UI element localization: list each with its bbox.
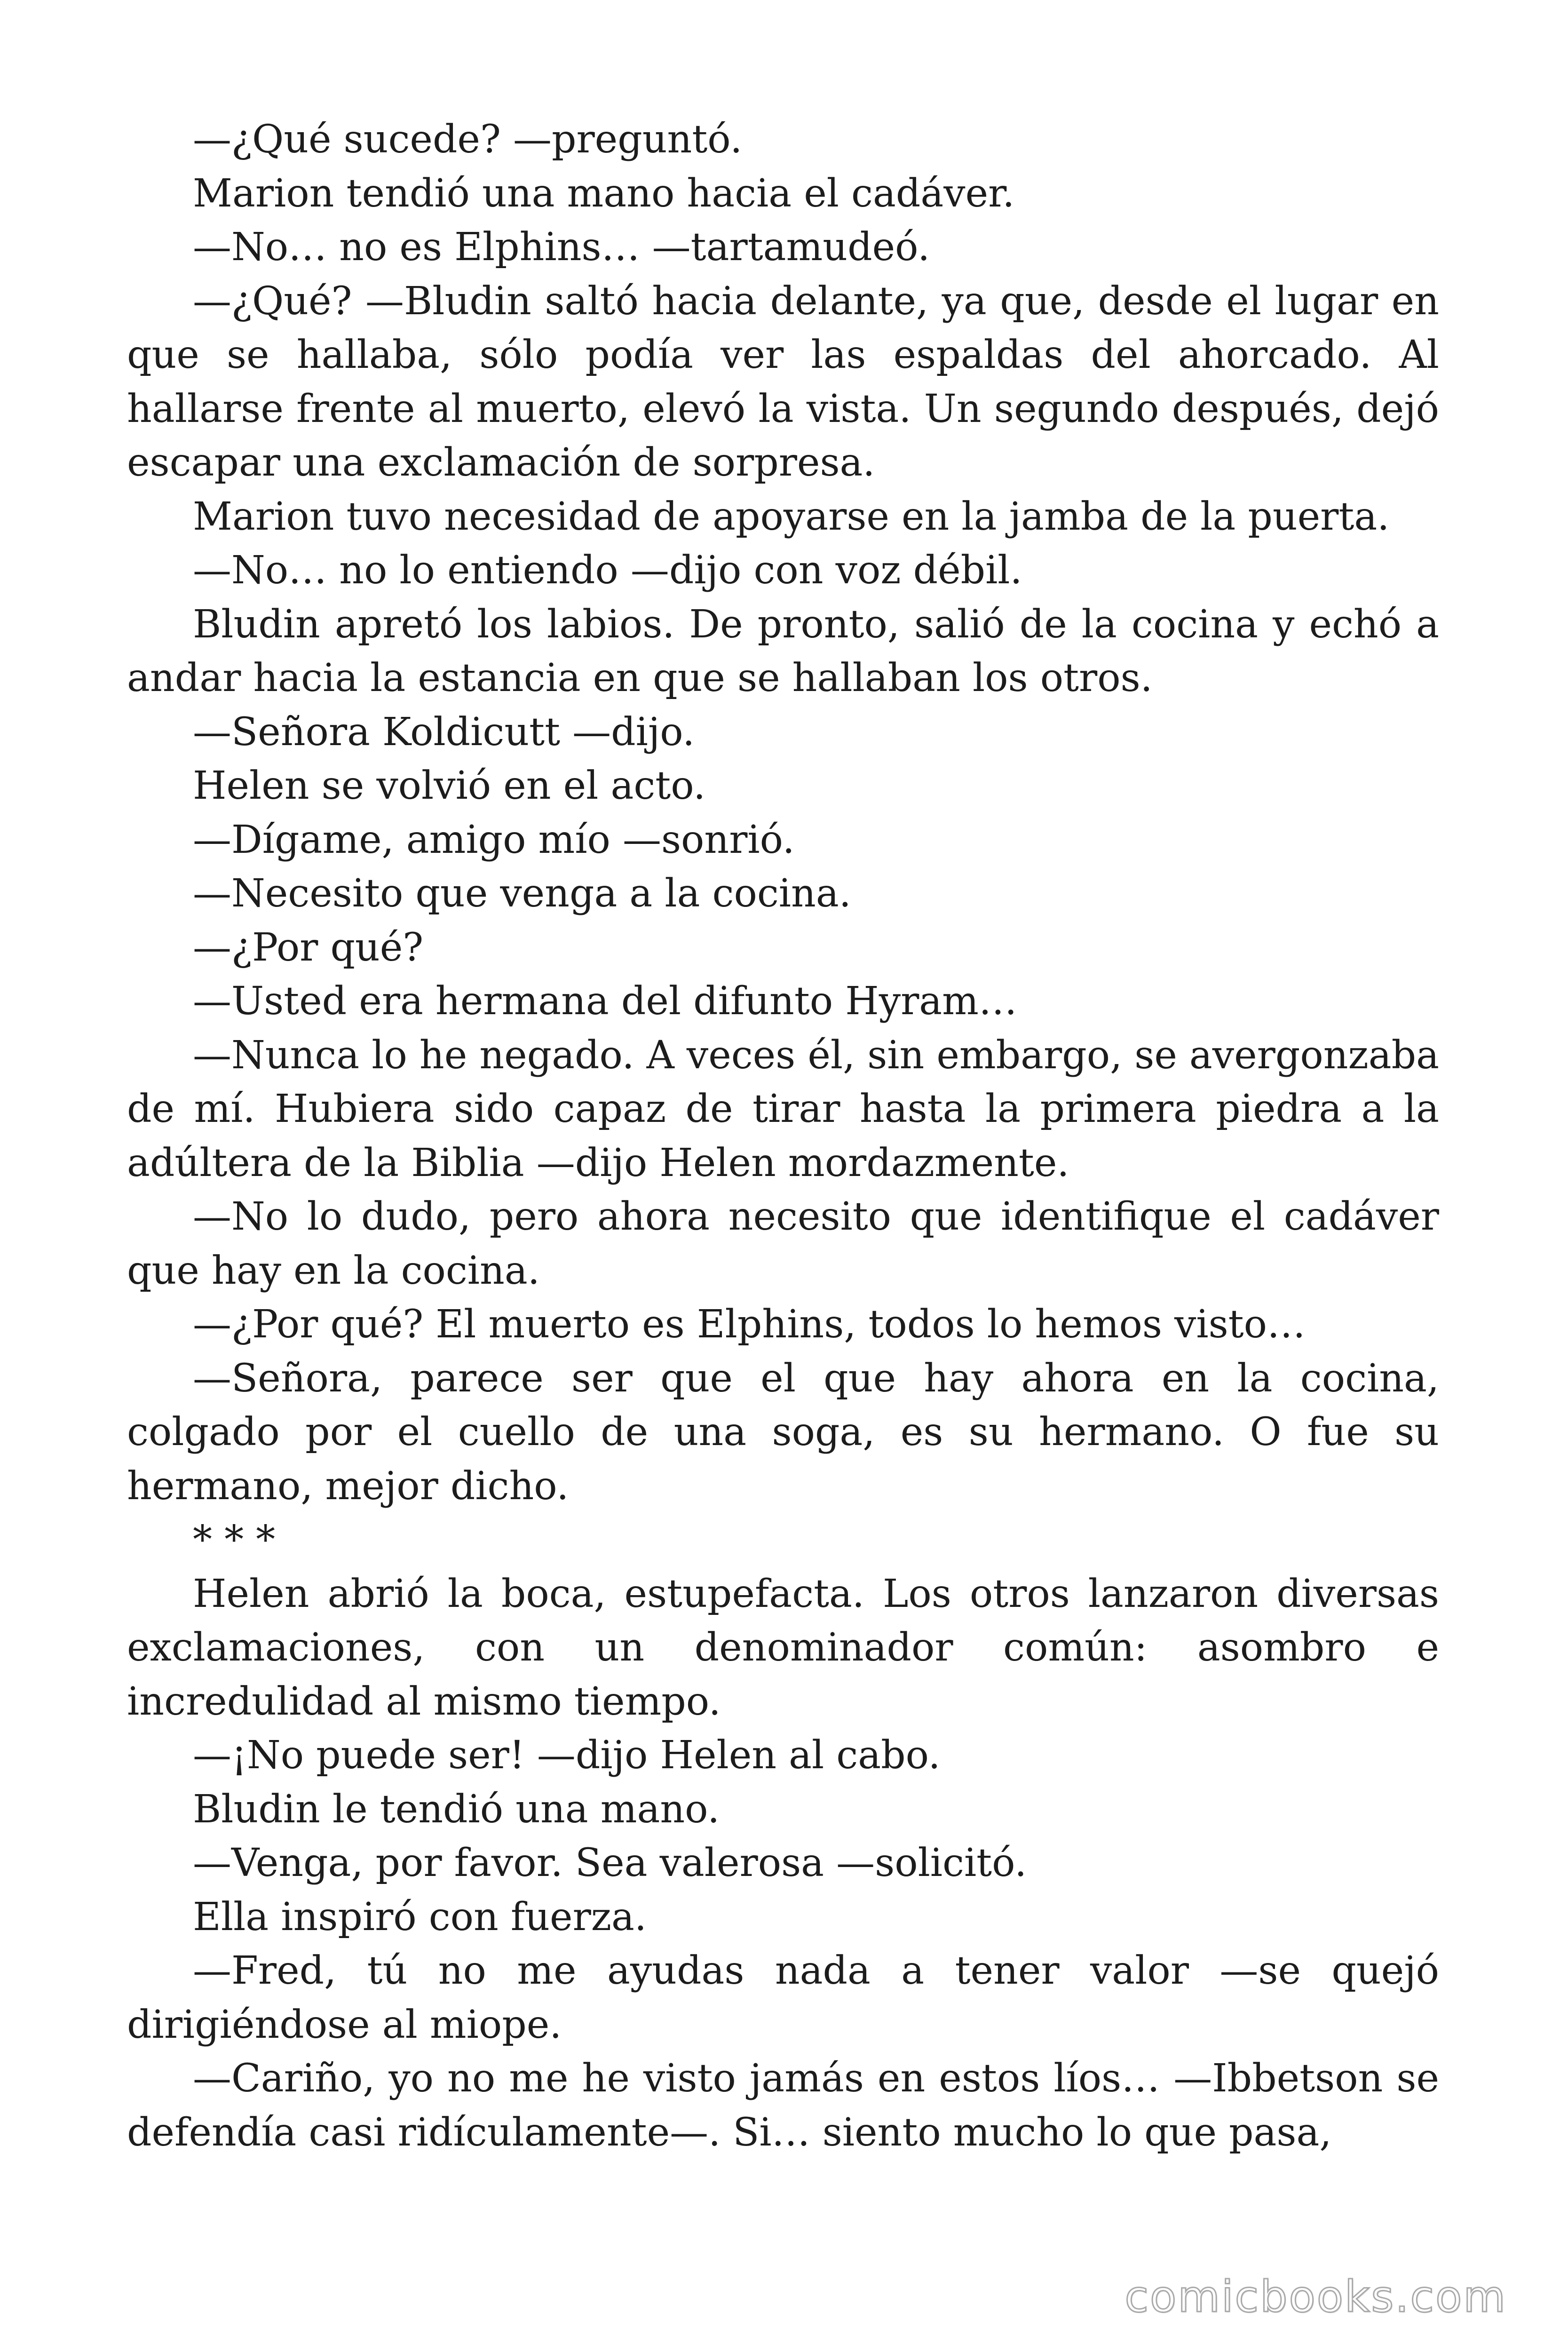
paragraph: —Señora, parece ser que el que hay ahora en la cocina, colgado por el cuello de una soga, es su hermano. O fue su hermano, mejor dicho.: [127, 1356, 1439, 1509]
paragraph: Ella inspiró con fuerza.: [193, 1894, 647, 1939]
paragraph: —¿Qué sucede? —preguntó.: [193, 117, 743, 162]
paragraph: —No… no es Elphins… —tartamudeó.: [193, 225, 930, 270]
paragraph: Bludin apretó los labios. De pronto, salió de la cocina y echó a andar hacia la estancia en que se hallaban los otros.: [127, 602, 1439, 700]
paragraph: —Señora Koldicutt —dijo.: [193, 709, 695, 755]
paragraph: —No… no lo entiendo —dijo con voz débil.: [193, 548, 1022, 593]
paragraph: —Cariño, yo no me he visto jamás en estos líos… —Ibbetson se defendía casi ridículamente—. Si… siento mucho lo que pasa,: [127, 2056, 1439, 2155]
paragraph: —¡No puede ser! —dijo Helen al cabo.: [193, 1733, 941, 1778]
watermark: comicbooks.com: [1125, 2272, 1507, 2322]
paragraph: —No lo dudo, pero ahora necesito que identifique el cadáver que hay en la cocina.: [127, 1194, 1439, 1293]
paragraph: Helen se volvió en el acto.: [193, 763, 706, 808]
paragraph: —Dígame, amigo mío —sonrió.: [193, 817, 795, 862]
paragraph: —Fred, tú no me ayudas nada a tener valor —se quejó dirigiéndose al miope.: [127, 1948, 1439, 2047]
paragraph: Helen abrió la boca, estupefacta. Los otros lanzaron diversas exclamaciones, con un denominador común: asombro e incredulidad al mismo tiempo.: [127, 1571, 1439, 1724]
paragraph: —¿Por qué?: [193, 925, 424, 970]
paragraph: Bludin le tendió una mano.: [193, 1787, 720, 1832]
section-break: * * *: [193, 1518, 276, 1562]
paragraph: Marion tuvo necesidad de apoyarse en la jamba de la puerta.: [193, 494, 1390, 539]
paragraph: —¿Qué? —Bludin saltó hacia delante, ya que, desde el lugar en que se hallaba, sólo podía ver las espaldas del ahorcado. Al hallarse frente al muerto, elevó la vista. Un segundo después, dejó escapar una exclamación de sorpresa.: [127, 278, 1439, 485]
paragraph: Marion tendió una mano hacia el cadáver.: [193, 171, 1015, 216]
paragraph: —Nunca lo he negado. A veces él, sin embargo, se avergonzaba de mí. Hubiera sido capaz de tirar hasta la primera piedra a la adúltera de la Biblia —dijo Helen mordazmente.: [127, 1033, 1439, 1185]
paragraph: —Venga, por favor. Sea valerosa —solicitó.: [193, 1841, 1027, 1885]
paragraph: —¿Por qué? El muerto es Elphins, todos lo hemos visto…: [193, 1302, 1306, 1347]
page-text: [127, 113, 1439, 2160]
paragraph: —Necesito que venga a la cocina.: [193, 871, 851, 916]
paragraph: —Usted era hermana del difunto Hyram…: [193, 979, 1017, 1024]
